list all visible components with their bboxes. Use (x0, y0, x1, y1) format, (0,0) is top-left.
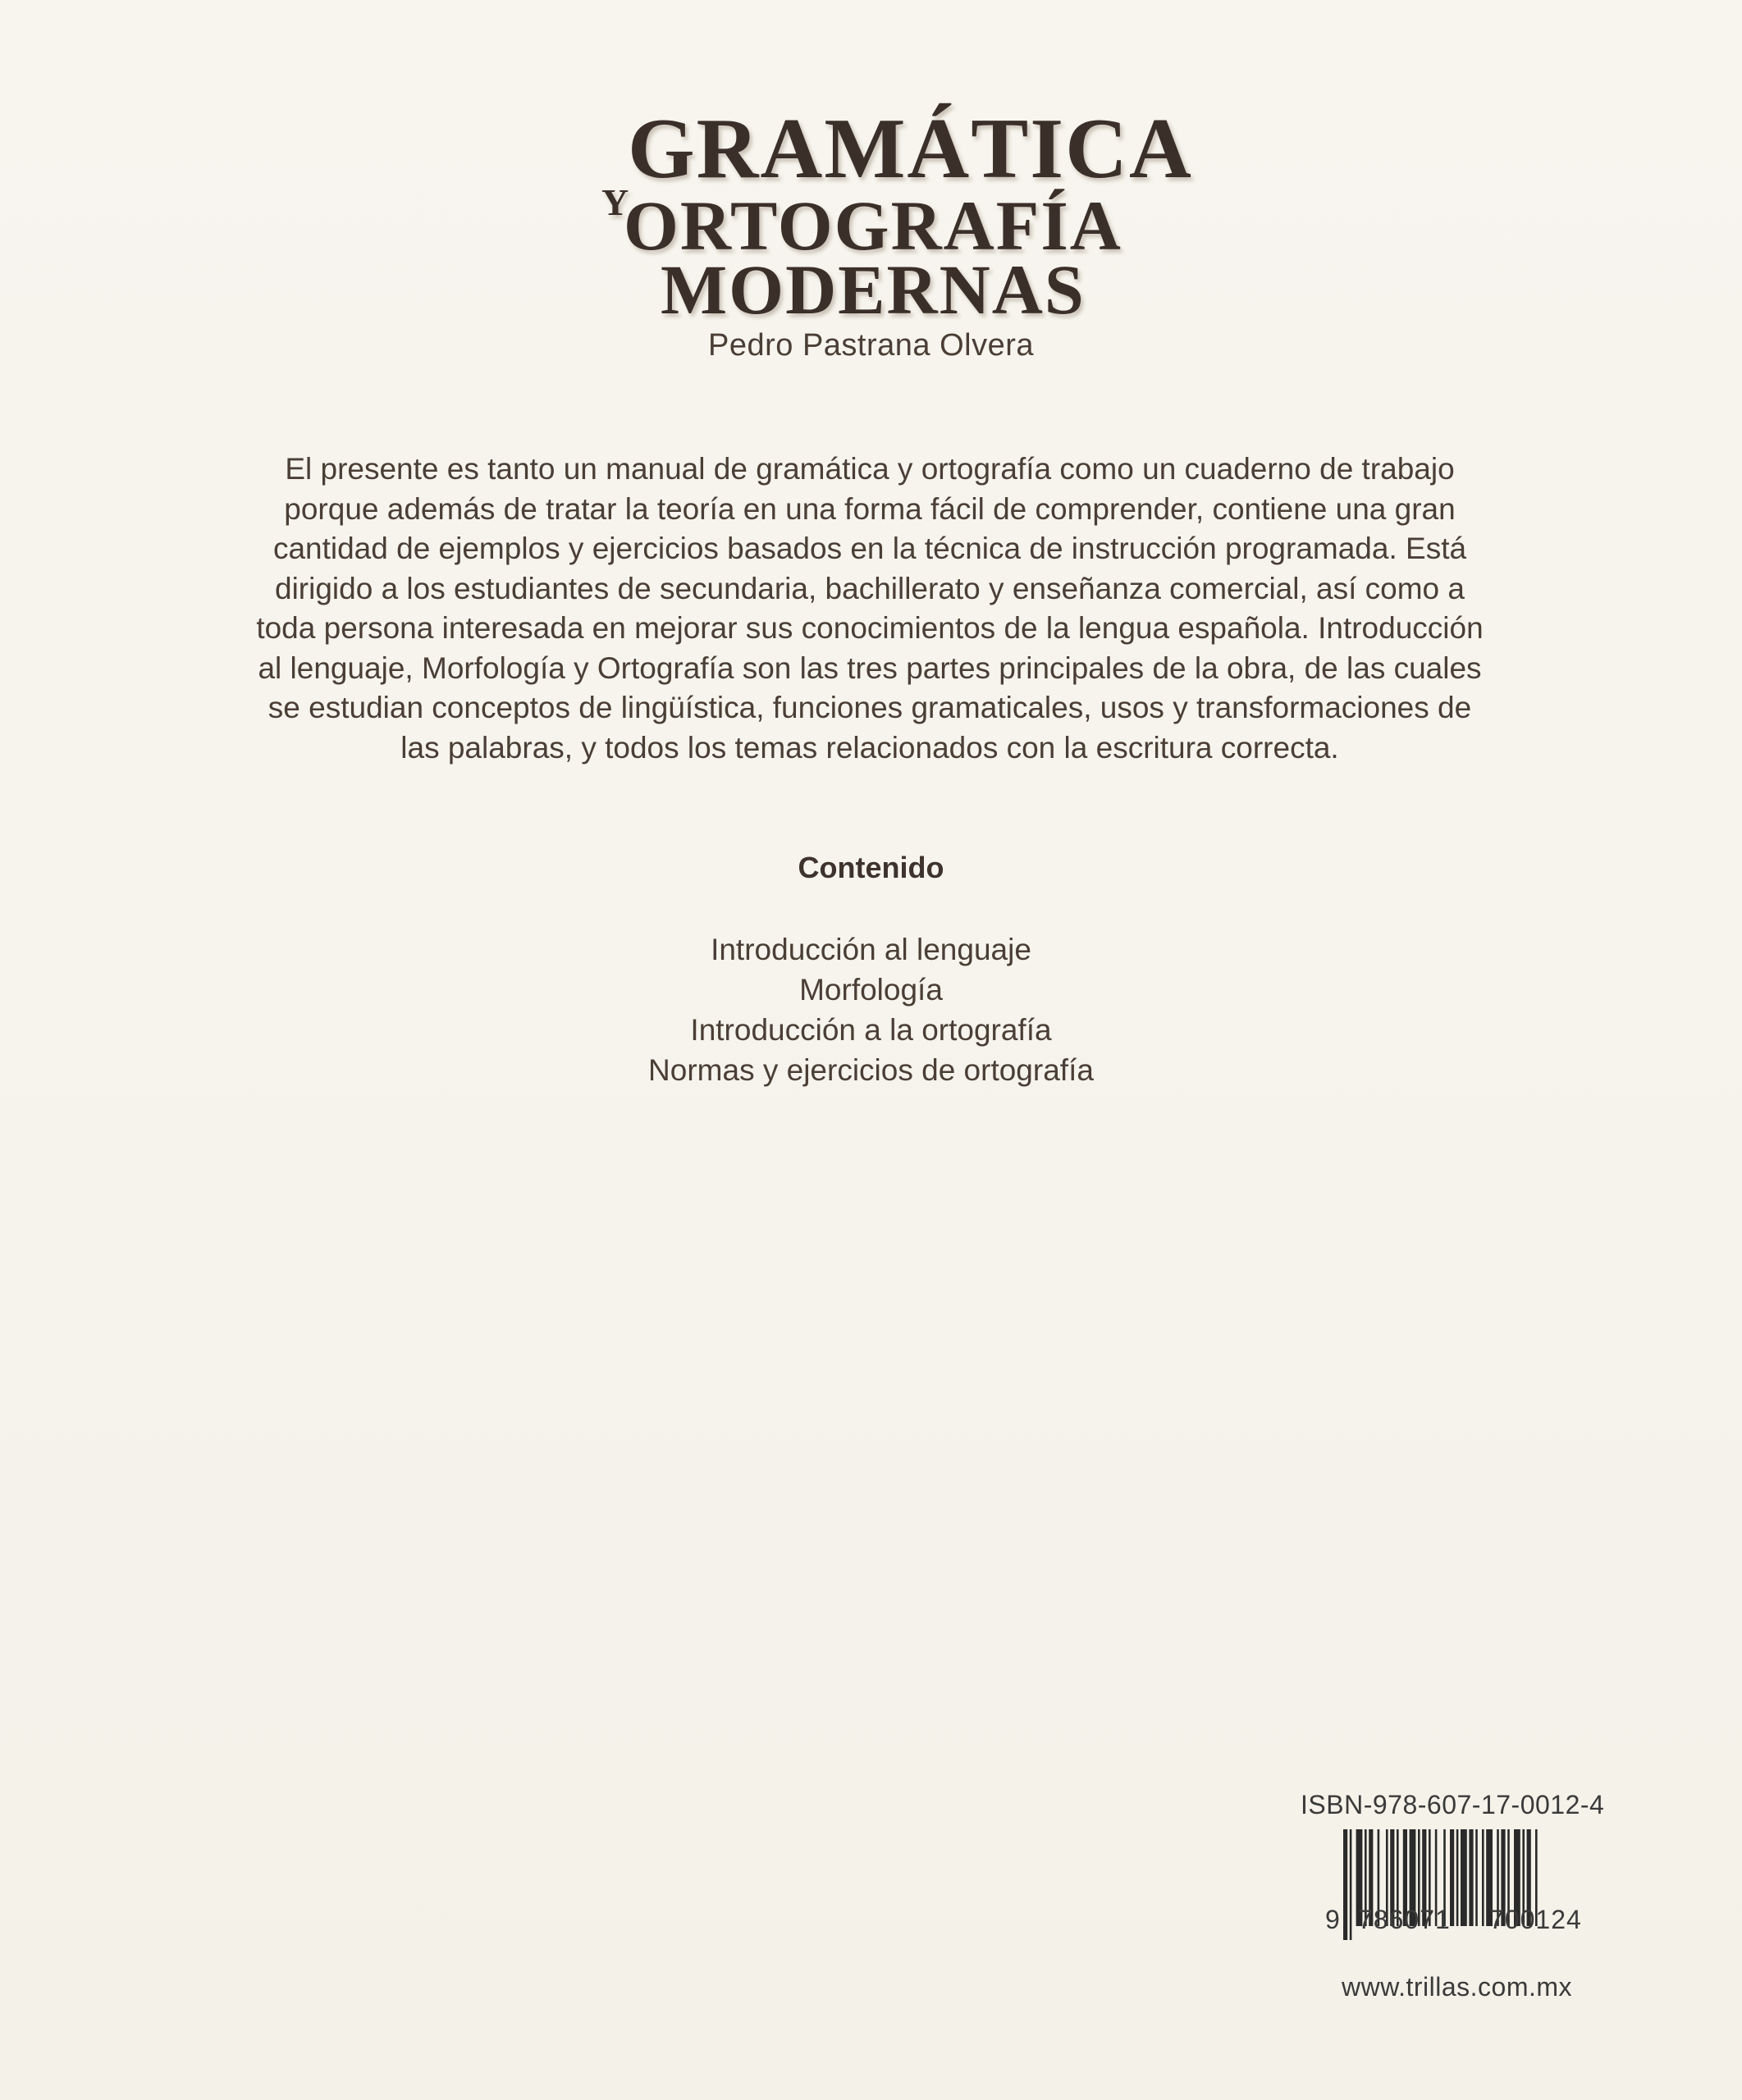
title-line-gramatica: GRAMÁTICA (628, 100, 1193, 196)
author-name: Pedro Pastrana Olvera (707, 328, 1035, 363)
contents-item: Introducción al lenguaje (711, 933, 1031, 966)
barcode-bar (1456, 1829, 1459, 1926)
description-line: El presente es tanto un manual de gramática y ortografía como un cuaderno de trabajo (285, 452, 1455, 486)
title-line-ortografia: ORTOGRAFÍA (624, 186, 1122, 265)
barcode-bar (1482, 1829, 1484, 1926)
contents-heading: Contenido (798, 851, 944, 884)
description-paragraph (209, 450, 1530, 768)
barcode-bar (1469, 1829, 1473, 1926)
barcode-bar (1461, 1829, 1467, 1926)
description-line: dirigido a los estudiantes de secundaria, bachillerato y enseñanza comercial, así como a (275, 571, 1465, 605)
description-line: al lenguaje, Morfología y Ortografía son las tres partes principales de la obra, de las cuales (258, 651, 1482, 685)
description-line: porque además de tratar la teoría en una forma fácil de comprender, contiene una gran (284, 491, 1456, 526)
barcode-bar (1350, 1829, 1352, 1940)
book-title (0, 98, 1742, 328)
title-line-modernas: MODERNAS (661, 250, 1086, 329)
description-line: toda persona interesada en mejorar sus conocimientos de la lengua española. Introducción (256, 611, 1484, 645)
contents-item: Normas y ejercicios de ortografía (648, 1053, 1094, 1087)
title-connector-y: Y (601, 181, 631, 223)
barcode-bar (1475, 1829, 1478, 1926)
isbn-number: ISBN-978-607-17-0012-4 (1301, 1790, 1605, 1819)
publisher-website: www.trillas.com.mx (1342, 1972, 1573, 2002)
contents-list (0, 929, 1742, 1090)
barcode-digit-group-left: 786071 (1358, 1905, 1451, 1934)
barcode-digit-first: 9 (1325, 1905, 1340, 1934)
description-line: cantidad de ejemplos y ejercicios basados en la técnica de instrucción programada. Está (272, 532, 1467, 565)
contents-item: Morfología (799, 973, 943, 1007)
contents-item: Introducción a la ortografía (690, 1013, 1052, 1047)
isbn-barcode-block (1301, 1790, 1645, 2003)
barcode-digit-group-right: 700124 (1489, 1905, 1582, 1934)
description-line: se estudian conceptos de lingüística, funciones gramaticales, usos y transformaciones de (267, 691, 1472, 724)
description-line: las palabras, y todos los temas relacionados con la escritura correcta. (400, 730, 1339, 765)
barcode-bar (1343, 1829, 1347, 1940)
